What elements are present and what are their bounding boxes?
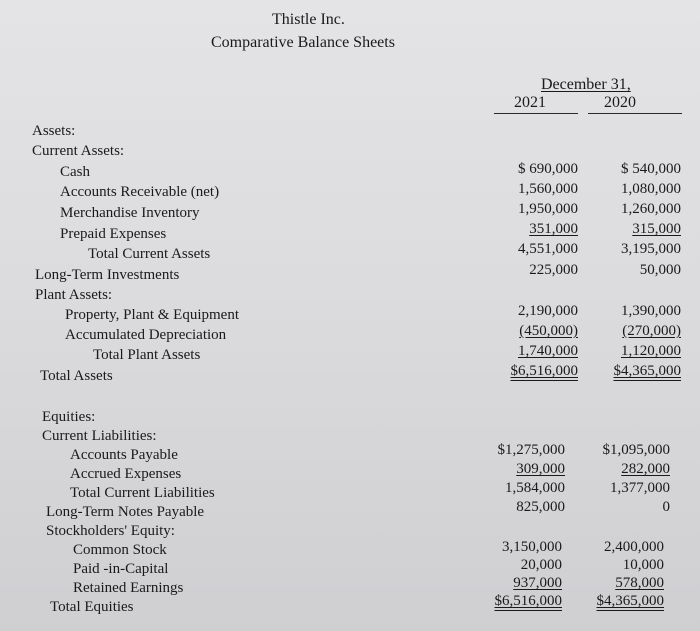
date-label: December 31, [541,76,631,93]
total-plant-assets-label: Total Plant Assets [93,347,201,363]
common-stock-2021: 3,150,000 [502,539,562,555]
total-equities-label: Total Equities [50,599,134,615]
accrued-expenses-label: Accrued Expenses [70,466,182,482]
paid-in-capital-label: Paid -in-Capital [73,561,169,577]
ar-2020: 1,080,000 [621,181,681,197]
common-stock-label: Common Stock [73,542,167,558]
cash-2020: $ 540,000 [621,161,681,177]
prepaid-2020: 315,000 [632,221,681,237]
cash-label: Cash [60,164,90,180]
accrued-2020: 282,000 [621,461,670,477]
total-assets-label: Total Assets [40,368,113,384]
year-2020-underline [588,113,682,114]
year-2021-header: 2021 [514,94,546,111]
total-assets-2020: $4,365,000 [613,363,681,379]
assets-heading: Assets: [32,123,76,139]
long-term-notes-label: Long-Term Notes Payable [46,504,205,520]
prepaid-expenses-label: Prepaid Expenses [60,226,167,242]
total-plant-2020: 1,120,000 [621,343,681,359]
ar-2021: 1,560,000 [518,181,578,197]
acc-dep-2020: (270,000) [622,323,681,339]
statement-title: Comparative Balance Sheets [211,34,395,51]
inventory-2021: 1,950,000 [518,201,578,217]
total-current-assets-2020: 3,195,000 [621,241,681,257]
total-current-liabilities-label: Total Current Liabilities [70,485,215,501]
accumulated-depreciation-label: Accumulated Depreciation [65,327,227,343]
total-assets-2021: $6,516,000 [510,363,578,379]
ap-2021: $1,275,000 [497,442,565,458]
current-liabilities-heading: Current Liabilities: [42,428,157,444]
merchandise-inventory-label: Merchandise Inventory [60,205,200,221]
long-term-investments-label: Long-Term Investments [35,267,180,283]
ap-2020: $1,095,000 [602,442,670,458]
current-assets-heading: Current Assets: [32,143,125,159]
total-equities-2020: $4,365,000 [596,593,664,609]
year-2020-header: 2020 [604,94,636,111]
total-current-liab-2020: 1,377,000 [610,480,670,496]
paid-in-2020: 10,000 [622,557,664,573]
stockholders-equity-heading: Stockholders' Equity: [46,523,175,539]
accounts-receivable-label: Accounts Receivable (net) [60,184,220,200]
prepaid-2021: 351,000 [529,221,578,237]
inventory-2020: 1,260,000 [621,201,681,217]
paid-in-2021: 20,000 [520,557,562,573]
ppe-2020: 1,390,000 [621,303,681,319]
common-stock-2020: 2,400,000 [604,539,664,555]
total-plant-2021: 1,740,000 [518,343,578,359]
lt-notes-2020: 0 [662,499,670,515]
cash-2021: $ 690,000 [518,161,578,177]
total-current-assets-2021: 4,551,000 [518,241,578,257]
retained-2020: 578,000 [615,575,664,591]
retained-2021: 937,000 [513,575,562,591]
acc-dep-2021: (450,000) [519,323,578,339]
retained-earnings-label: Retained Earnings [73,580,184,596]
accounts-payable-label: Accounts Payable [70,447,178,463]
year-2021-underline [494,113,578,114]
plant-assets-heading: Plant Assets: [35,287,113,303]
lt-investments-2020: 50,000 [639,262,681,278]
lt-notes-2021: 825,000 [516,499,565,515]
total-equities-2021: $6,516,000 [494,593,562,609]
ppe-2021: 2,190,000 [518,303,578,319]
lt-investments-2021: 225,000 [529,262,578,278]
accrued-2021: 309,000 [516,461,565,477]
company-name: Thistle Inc. [272,11,345,28]
ppe-label: Property, Plant & Equipment [65,307,240,323]
total-current-assets-label: Total Current Assets [88,246,211,262]
total-current-liab-2021: 1,584,000 [505,480,565,496]
equities-heading: Equities: [42,409,96,425]
